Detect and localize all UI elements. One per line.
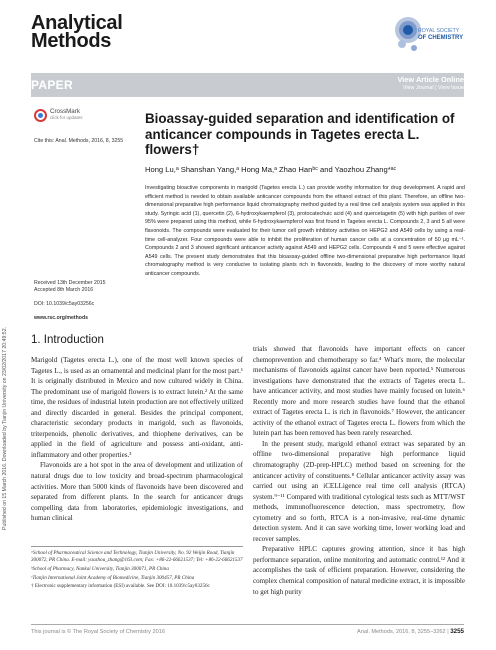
page-number: 3255 <box>450 628 464 635</box>
article-type-label: PAPER <box>31 78 73 92</box>
received-date: Received 13th December 2015 <box>34 280 106 286</box>
view-links <box>397 75 464 91</box>
body-column-left <box>31 355 243 524</box>
view-journal-link[interactable]: View Journal | View Issue <box>402 85 464 91</box>
received-dates <box>34 280 106 294</box>
paragraph: Marigold (Tagetes erecta L.), one of the most well known species of Tagetes L., is used as an ornamental and medicinal plant for the most part.¹ It is originally distributed in Mexico and now cultured widely in China. The predominant use of marigold flowers is to extract lutein.² At the same time, the residues of industrial lutein production are not effectively utilized and directly discarded in general. Besides the principal component, characteristic secondary products in marigold, such as flavonoids, triterpenoids, phenolic derivatives, and thiophene derivatives, can be applied in the field of agriculture and possess anti-oxidant, anti-inflammatory and other properties.³ <box>31 356 243 459</box>
author-list: Hong Lu,ᵃ Shanshan Yang,ᵃ Hong Ma,ᵃ Zhao Hanᵇᶜ and Yaozhou Zhang*ᵃᶜ <box>145 165 397 174</box>
copyright-footer: This journal is © The Royal Society of Chemistry 2016 <box>31 629 165 635</box>
view-article-online-link[interactable]: View Article Online <box>397 75 464 84</box>
crossmark-sub: click for updates <box>50 115 83 120</box>
paragraph: trials showed that flavonoids have important effects on cancer chemoprevention and chemotherapy so far.⁴ What's more, the molecular mechanisms of flavonoids against cancer have been reported.⁵ Numerous investigations have demonstrated that the extracts of Tagetes erecta L. have anticancer activity, and most studies have mainly focused on lutein.⁶ Recently more and more research studies have found that the ethanol extract of Tagetes erecta L. is rich in flavonoids.⁷ However, the anticancer activity of the ethanol extract of Tagetes erecta L. flowers from which the lutein part has been removed has been rarely researched. <box>253 345 465 438</box>
article-title: Bioassay-guided separation and identification of anticancer compounds in Tagetes erecta L. flowers† <box>145 111 455 157</box>
crossmark-icon <box>34 109 47 122</box>
footer-rule <box>31 624 464 625</box>
footnotes <box>31 546 243 592</box>
citation <box>34 138 123 144</box>
doi[interactable]: DOI: 10.1039/c5ay03256c <box>34 301 95 307</box>
journal-title[interactable] <box>31 14 122 50</box>
journal-ref-footer: Anal. Methods, 2016, 8, 3255–3262 | <box>357 629 449 635</box>
esi-note: † Electronic supplementary information (ESI) available. See DOI: 10.1039/c5ay03256c <box>31 583 210 590</box>
affiliation-b: ᵇSchool of Pharmacy, Nankai University, Tianjin 300071, PR China <box>31 565 169 572</box>
paragraph: In the present study, marigold ethanol extract was separated by an offline two-dimensional preparative high performance liquid chromatography (2D-prep-HPLC) method based on screening for the anticancer activity of constituents.⁸ Cellular anticancer activity assay was carried out using an iCELLigence real time cell analysis (RTCA) system.⁹⁻¹¹ Compared with traditional cytological tests such as MTT/WST methods, immunofluorescence detection, mass spectrometry, flow cytometry and so forth, RTCA is a non-invasive, real-time dynamic detection system. And it can save working time, lower working load and recover samples. <box>253 439 465 543</box>
section-heading-introduction: 1. Introduction <box>31 334 104 346</box>
journal-title-line2: Methods <box>31 30 112 52</box>
body-column-right <box>253 344 465 597</box>
journal-url[interactable]: www.rsc.org/methods <box>34 315 88 321</box>
affiliation-c: ᶜTianjin International Joint Academy of Biomedicine, Tianjin 300457, PR China <box>31 574 195 581</box>
crossmark-label: CrossMark <box>50 107 80 115</box>
paragraph: Flavonoids are a hot spot in the area of development and utilization of natural drugs due to low toxicity and broad-spectrum pharmacological activities. More than 5000 kinds of flavonoids have been discovered and separated from different plants. In the search for anticancer drugs compelling data from laboratories, epidemiologic investigations, and human clinical <box>31 461 243 523</box>
affiliation-a: ᵃSchool of Pharmaceutical Science and Technology, Tianjin University, No. 92 Weijin Road, Tianjin 300072, PR China. E-mail: yaozhou_zhang@163.com; Fax: +86-22-66621537; Tel: +86-22-66621537 <box>31 550 243 564</box>
abstract: Investigating bioactive components in marigold (Tagetes erecta L.) can provide worthy information for drug development. A rapid and efficient method is needed to obtain available anticancer compounds from the ethanol extract of this plant. Therefore, an offline two-dimensional preparative high performance liquid chromatography method guided by a real time cell analysis system was applied in this study. Syringic acid (1), quercetin (2), 6-hydroxykaempferol (3), protocatechuic acid (4) and quercetagetin (5) with high purities of over 95% were prepared using this method, while 6-hydroxykaempferol was first found in Tagetes erecta L. Compounds 2, 3 and 5 all were flavonoids. The compounds were evaluated for their tumor cell growth inhibitory activities on HEPG2 and A549 cells by using a real-time cell-analyzer. Four compounds were able to inhibit the proliferation of human cancer cells at a concentration of 50 μg mL⁻¹. Compounds 2 and 3 showed significant anticancer activity against A549 and HEPG2 cells. Compounds 4 and 5 were effective against A549 cells. The present study demonstrates that this bioassay-guided offline two-dimensional preparative high performance liquid chromatography method is very conducive to isolating plants rich in flavonoids, leading to the discovery of more worthy natural anticancer compounds. <box>145 185 465 277</box>
cite-prefix: Cite this: <box>34 138 55 144</box>
rsc-line2: OF CHEMISTRY <box>418 34 464 41</box>
page-footer <box>357 628 464 635</box>
journal-title-line1: Analytical <box>31 12 123 34</box>
rsc-line1: ROYAL SOCIETY <box>418 28 460 34</box>
cite-ref: Anal. Methods, 2016, 8, 3255 <box>55 138 124 144</box>
crossmark-badge[interactable] <box>34 106 92 124</box>
download-side-note: Published on 15 March 2016. Downloaded by Tianjin University on 23/02/2017 20:49:52. <box>2 326 8 530</box>
paragraph: Preparative HPLC captures growing attention, since it has high performance separation, online monitoring and automatic control.¹² And it accomplishes the task of efficient preparation. However, considering the complex chemical composition of natural medicine extract, it is impossible to get high purity <box>253 545 465 596</box>
rsc-wordmark <box>418 28 463 41</box>
accepted-date: Accepted 8th March 2016 <box>34 287 94 294</box>
